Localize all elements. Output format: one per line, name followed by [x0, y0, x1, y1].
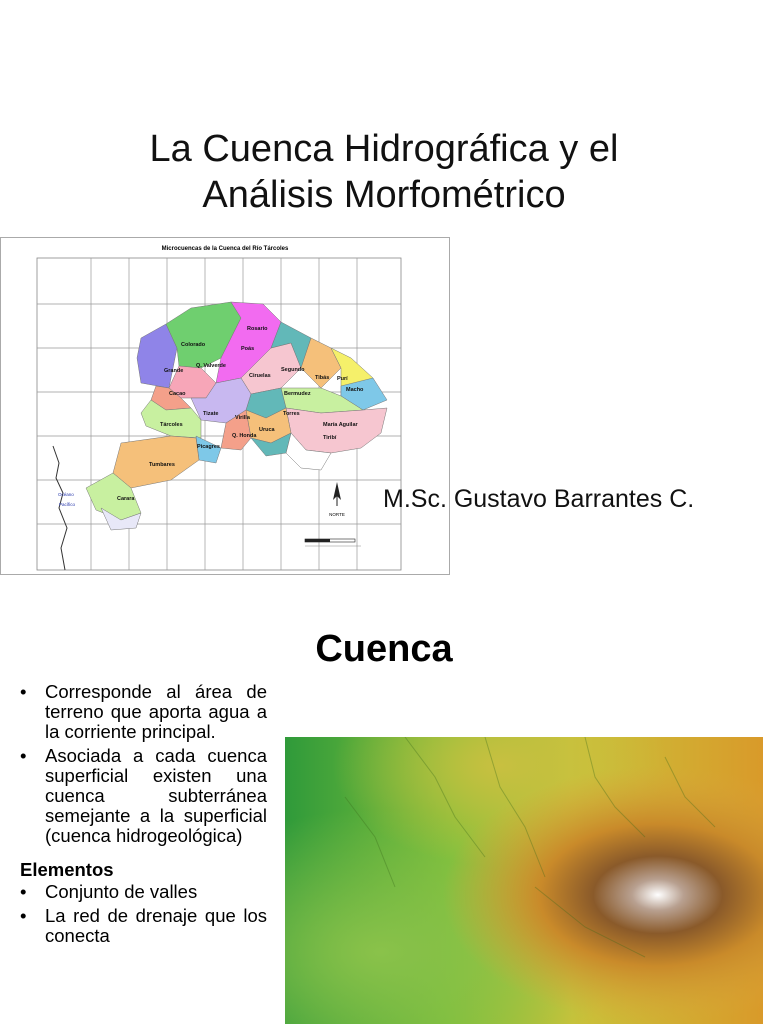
- label-tibas: Tibás: [315, 375, 330, 381]
- basin-map-graphic: [1, 238, 449, 574]
- elements-list: [20, 882, 267, 946]
- label-macho: Macho: [346, 387, 364, 393]
- bullet-dot-icon: •: [20, 905, 27, 926]
- map-title: Microcuencas de la Cuenca del Río Tárcoles: [161, 246, 289, 252]
- bullet-item: [20, 682, 267, 742]
- bullet-list: [20, 682, 267, 846]
- label-maria-aguilar: María Aguilar: [323, 422, 358, 428]
- title-line-1: La Cuenca Hidrográfica y el: [149, 128, 619, 170]
- label-segundo: Segundo: [281, 367, 305, 373]
- label-valverde: Q. Valverde: [196, 363, 226, 369]
- label-tiribi: Tiribí: [323, 435, 337, 441]
- element-item: [20, 906, 267, 946]
- bullet-item: [20, 746, 267, 846]
- label-virilla: Virilla: [235, 415, 250, 421]
- label-ciruelas: Ciruelas: [249, 373, 271, 379]
- label-puri: Purí: [337, 376, 348, 382]
- label-carara: Carara: [117, 496, 135, 502]
- label-tizate: Tizate: [203, 411, 219, 417]
- label-picagres: Picagres: [197, 444, 220, 450]
- north-label: NORTE: [329, 512, 345, 517]
- ocean-label-1: Océano: [58, 492, 74, 497]
- label-rosario: Rosario: [247, 326, 268, 332]
- bullet-dot-icon: •: [20, 745, 27, 766]
- label-grande: Grande: [164, 368, 184, 374]
- element-item: [20, 882, 267, 902]
- label-uruca: Uruca: [259, 427, 275, 433]
- ocean-label-2: Pacífico: [59, 502, 76, 507]
- title-line-2: Análisis Morfométrico: [202, 174, 566, 216]
- bullet-dot-icon: •: [20, 681, 27, 702]
- terrain-elevation-image: [285, 737, 763, 1024]
- label-colorado: Colorado: [181, 342, 206, 348]
- bullet-text-block: [20, 682, 267, 950]
- label-q-honda: Q. Honda: [232, 433, 257, 439]
- terrain-graphic: [285, 737, 763, 1024]
- elements-heading: Elementos: [20, 859, 114, 880]
- label-tumbares: Tumbares: [149, 462, 175, 468]
- bullet-text: Asociada a cada cuenca superficial existen una cuenca subterránea semejante a la superficial (cuenca hidrogeológica): [45, 745, 267, 846]
- author-name: M.Sc. Gustavo Barrantes C.: [383, 485, 695, 513]
- label-tarcoles: Tárcoles: [160, 422, 183, 428]
- label-torres: Torres: [283, 411, 300, 417]
- label-poas: Poás: [241, 346, 255, 352]
- element-text: Conjunto de valles: [45, 881, 198, 902]
- basin-map: [0, 237, 450, 575]
- bullet-text: Corresponde al área de terreno que aporta agua a la corriente principal.: [45, 681, 267, 742]
- slide-2-title: Cuenca: [315, 628, 453, 670]
- label-bermudez: Bermudez: [284, 391, 311, 397]
- element-text: La red de drenaje que los conecta: [45, 905, 267, 946]
- slide-title: [0, 126, 768, 218]
- bullet-dot-icon: •: [20, 881, 27, 902]
- label-cacao: Cacao: [169, 391, 186, 397]
